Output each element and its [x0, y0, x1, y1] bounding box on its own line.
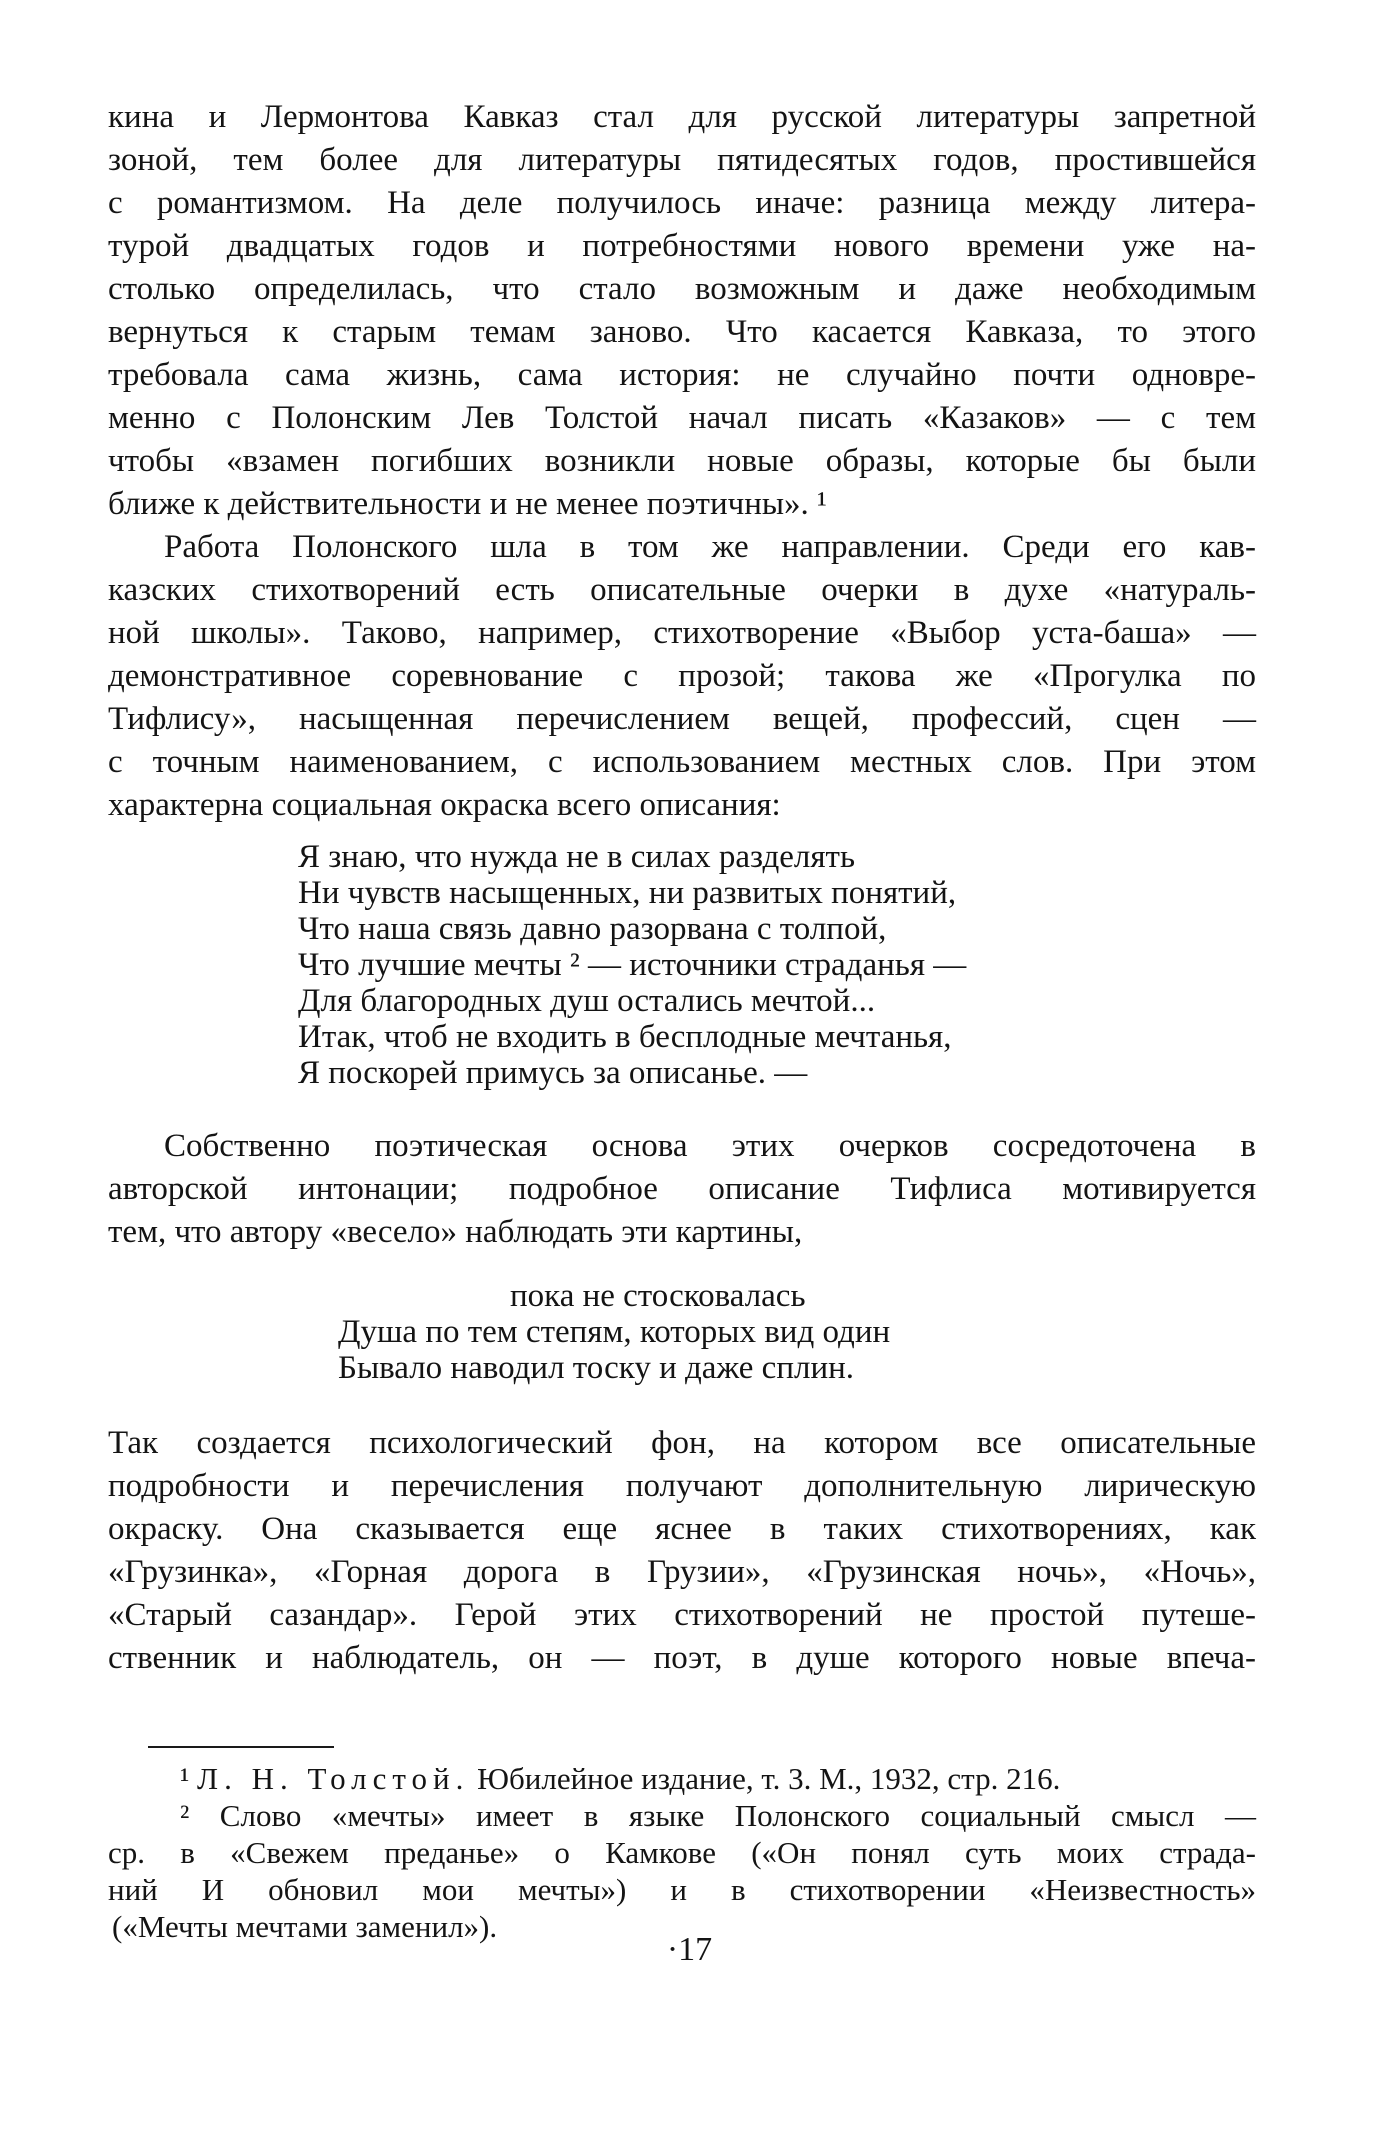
text-line: с романтизмом. На деле получилось иначе: разница между литера- [108, 185, 1256, 221]
text-line: тем, что автору «весело» наблюдать эти картины, [108, 1214, 803, 1250]
text-line: демонстративное соревнование с прозой; такова же «Прогулка по [108, 658, 1256, 694]
text-line: «Грузинка», «Горная дорога в Грузии», «Грузинская ночь», «Ночь», [108, 1554, 1256, 1590]
text-line: менно с Полонским Лев Толстой начал писать «Казаков» — с тем [108, 400, 1256, 436]
paragraph-2 [108, 526, 1256, 827]
text-line: чтобы «взамен погибших возникли новые образы, которые бы были [108, 443, 1256, 479]
verse-line: Я знаю, что нужда не в силах разделять [298, 839, 856, 875]
text-line: ной школы». Таково, например, стихотворение «Выбор уста-баша» — [108, 615, 1256, 651]
verse-line: Для благородных душ остались мечтой... [298, 983, 876, 1019]
body-text [108, 96, 1256, 1680]
text-line: окраску. Она сказывается еще яснее в таких стихотворениях, как [108, 1511, 1256, 1547]
text-line: Работа Полонского шла в том же направлении. Среди его кав- [164, 529, 1256, 565]
footnote-marker: ¹ [180, 1761, 190, 1796]
text-line: авторской интонации; подробное описание Тифлиса мотивируется [108, 1171, 1256, 1207]
footnote-1 [108, 1760, 1256, 1797]
text-line: Тифлису», насыщенная перечислением вещей, профессий, сцен — [108, 701, 1256, 737]
footnote-divider [148, 1746, 334, 1748]
text-line: Так создается психологический фон, на котором все описательные [108, 1425, 1256, 1461]
footnote-2-line: («Мечты мечтами заменил»). [112, 1909, 498, 1944]
footnote-2-line: ср. в «Свежем преданье» о Камкове («Он понял суть моих страда- [108, 1835, 1256, 1870]
verse-line: Итак, чтоб не входить в бесплодные мечтанья, [298, 1019, 952, 1055]
text-line: зоной, тем более для литературы пятидесятых годов, простившейся [108, 142, 1256, 178]
text-line: характерна социальная окраска всего описания: [108, 787, 781, 823]
text-line: кина и Лермонтова Кавказ стал для русской литературы запретной [108, 99, 1256, 135]
text-line: турой двадцатых годов и потребностями нового времени уже на- [108, 228, 1256, 264]
footnote-text: Юбилейное издание, т. 3. М., 1932, стр. 216. [477, 1761, 1061, 1796]
text-line: ближе к действительности и не менее поэтичны». ¹ [108, 486, 827, 522]
paragraph-3 [108, 1125, 1256, 1254]
footnote-author: Л. Н. Толстой. [197, 1761, 470, 1796]
paragraph-4 [108, 1422, 1256, 1680]
paragraph-1 [108, 96, 1256, 526]
page-number: ·17 [666, 1931, 713, 1968]
text-line: «Старый сазандар». Герой этих стихотворений не простой путеше- [108, 1597, 1256, 1633]
verse-line: Что наша связь давно разорвана с толпой, [298, 911, 887, 947]
verse-line: Бывало наводил тоску и даже сплин. [338, 1350, 855, 1386]
verse-line: Что лучшие мечты ² — источники страданья — [298, 947, 967, 983]
verse-line: Душа по тем степям, которых вид один [338, 1314, 891, 1350]
text-line: вернуться к старым темам заново. Что касается Кавказа, то этого [108, 314, 1256, 350]
verse-line: Я поскорей примусь за описанье. — [298, 1055, 808, 1091]
text-line: ственник и наблюдатель, он — поэт, в душе которого новые впеча- [108, 1640, 1256, 1676]
text-line: столько определилась, что стало возможным и даже необходимым [108, 271, 1256, 307]
text-line: подробности и перечисления получают дополнительную лирическую [108, 1468, 1256, 1504]
text-line: требовала сама жизнь, сама история: не случайно почти одновре- [108, 357, 1256, 393]
footnotes [108, 1760, 1256, 1945]
text-line: с точным наименованием, с использованием местных слов. При этом [108, 744, 1256, 780]
verse-line: Ни чувств насыщенных, ни развитых понятий, [298, 875, 957, 911]
text-line: казских стихотворений есть описательные очерки в духе «натураль- [108, 572, 1256, 608]
footnote-2-line: ний И обновил мои мечты») и в стихотворении «Неизвестность» [108, 1872, 1256, 1907]
text-line: Собственно поэтическая основа этих очерков сосредоточена в [164, 1128, 1256, 1164]
verse-line: пока не стосковалась [510, 1278, 806, 1314]
verse-quote-1 [108, 827, 1256, 1125]
footnote-2-line: ² Слово «мечты» имеет в языке Полонского социальный смысл — [180, 1798, 1256, 1833]
verse-quote-2 [108, 1254, 1256, 1422]
